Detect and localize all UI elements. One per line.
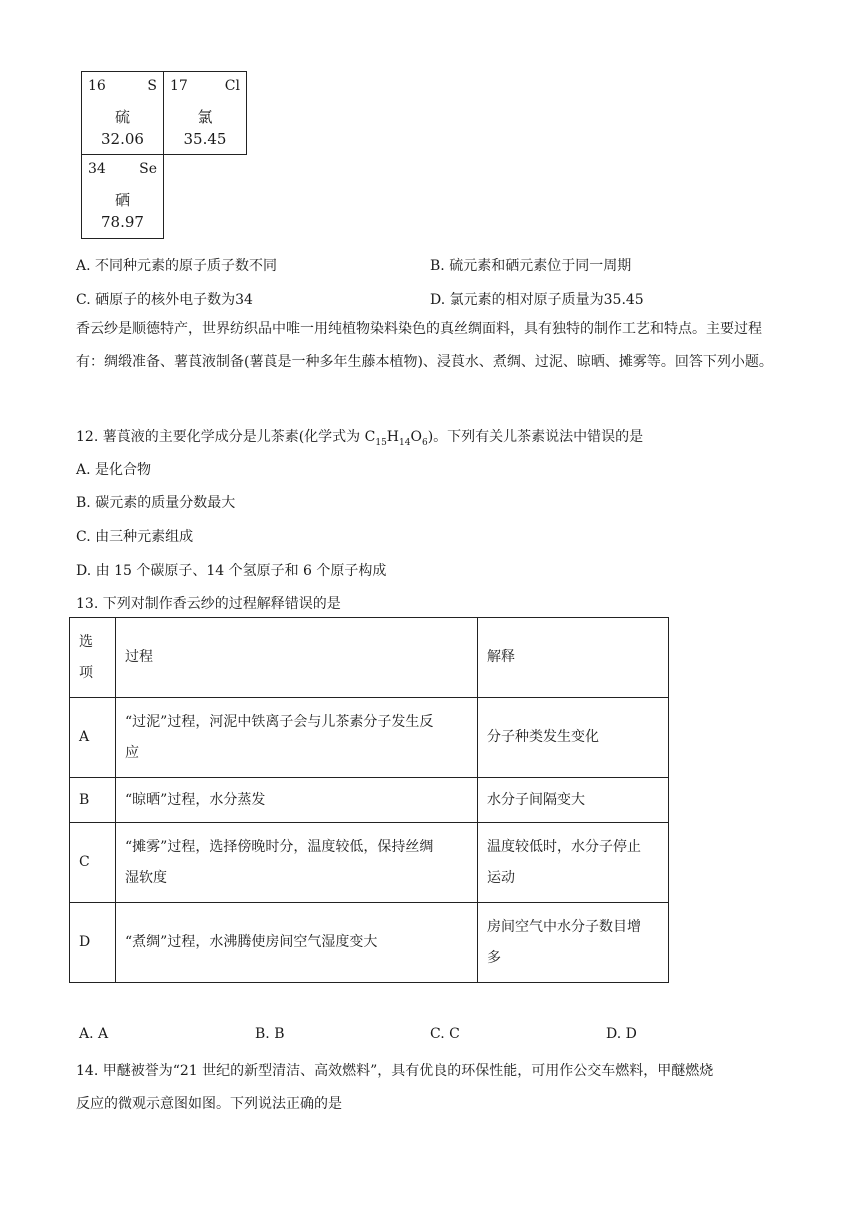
q14-stem-line1: 14. 甲醚被誉为“21 世纪的新型清洁、高效燃料”，具有优良的环保性能，可用作公交车燃料，甲醚燃烧 xyxy=(76,1063,714,1079)
q11-option-c: C. 硒原子的核外电子数为34 xyxy=(76,292,253,308)
explanation-line: 运动 xyxy=(487,869,515,886)
q12-subscript: 14 xyxy=(399,437,411,448)
header-explanation-cell: 解释 xyxy=(478,618,669,698)
element-cell-selenium xyxy=(81,154,164,239)
q12-subscript: 15 xyxy=(375,437,387,448)
process-line: 应 xyxy=(125,744,139,761)
q12-stem-text: )。下列有关儿茶素说法中错误的是 xyxy=(427,429,644,445)
intro-paragraph: 香云纱是顺德特产，世界纺织品中唯一用纯植物染料染色的真丝绸面料，具有独特的制作工艺和特点。主要过程有：绸缎准备、薯莨液制备(薯莨是一种多年生藤本植物)、浸莨水、煮绸、过泥、晾晒、摊雾等。回答下列小题。 xyxy=(76,321,773,370)
element-symbol: S xyxy=(147,78,157,94)
header-option-line: 项 xyxy=(79,664,93,681)
q12-element: H xyxy=(386,429,400,445)
element-symbol: Se xyxy=(139,161,157,177)
q12-stem xyxy=(76,426,643,448)
process-line: “过泥”过程，河泥中铁离子会与儿茶素分子发生反 xyxy=(125,713,434,730)
atomic-mass: 35.45 xyxy=(183,130,227,148)
table-row xyxy=(70,698,669,778)
table-header-row xyxy=(70,618,669,698)
q11-option-b: B. 硫元素和硒元素位于同一周期 xyxy=(430,258,632,274)
process-cell xyxy=(116,823,478,903)
atomic-mass: 32.06 xyxy=(101,130,144,148)
q12-option-d: D. 由 15 个碳原子、14 个氢原子和 6 个原子构成 xyxy=(76,563,387,579)
q13-stem: 13. 下列对制作香云纱的过程解释错误的是 xyxy=(76,596,341,612)
header-process-cell: 过程 xyxy=(116,618,478,698)
explanation-cell: 分子种类发生变化 xyxy=(478,698,669,778)
header-option-line: 选 xyxy=(79,633,93,650)
q13-table xyxy=(69,617,669,983)
explanation-cell: 水分子间隔变大 xyxy=(478,778,669,823)
element-cell-chlorine xyxy=(163,71,247,155)
explanation-cell xyxy=(478,903,669,983)
atomic-mass: 78.97 xyxy=(101,213,144,231)
atomic-number: 17 xyxy=(170,78,188,94)
table-row xyxy=(70,903,669,983)
process-line: “摊雾”过程，选择傍晚时分，温度较低，保持丝绸 xyxy=(125,838,434,855)
element-name: 硫 xyxy=(114,108,130,126)
q12-option-c: C. 由三种元素组成 xyxy=(76,529,194,545)
explanation-line: 房间空气中水分子数目增 xyxy=(487,918,641,935)
q12-subscript: 6 xyxy=(421,437,428,448)
q13-answer-d: D. D xyxy=(606,1026,637,1042)
q14-stem-line2: 反应的微观示意图如图。下列说法正确的是 xyxy=(76,1096,342,1112)
atomic-number: 16 xyxy=(88,78,106,94)
header-option-cell xyxy=(70,618,116,698)
q13-answer-b: B. B xyxy=(255,1026,285,1042)
q11-option-d: D. 氯元素的相对原子质量为35.45 xyxy=(430,292,644,308)
option-cell: A xyxy=(70,698,116,778)
process-line: 湿软度 xyxy=(125,869,167,886)
option-cell: C xyxy=(70,823,116,903)
explanation-line: 多 xyxy=(487,949,501,966)
option-cell: D xyxy=(70,903,116,983)
process-cell xyxy=(116,698,478,778)
element-name: 氯 xyxy=(197,108,213,126)
element-symbol: Cl xyxy=(224,78,240,94)
element-cell-sulfur xyxy=(81,71,164,155)
explanation-line: 温度较低时，水分子停止 xyxy=(487,838,641,855)
atomic-number: 34 xyxy=(88,161,106,177)
q13-answer-a: A. A xyxy=(79,1026,109,1042)
q12-option-a: A. 是化合物 xyxy=(76,462,152,478)
q12-option-b: B. 碳元素的质量分数最大 xyxy=(76,495,236,511)
process-cell: “煮绸”过程，水沸腾使房间空气湿度变大 xyxy=(116,903,478,983)
table-row xyxy=(70,823,669,903)
q13-answer-c: C. C xyxy=(430,1026,460,1042)
process-cell: “晾晒”过程，水分蒸发 xyxy=(116,778,478,823)
explanation-cell xyxy=(478,823,669,903)
element-name: 硒 xyxy=(114,191,130,209)
q12-stem-text: 12. 薯莨液的主要化学成分是儿茶素(化学式为 C xyxy=(76,429,376,445)
table-row xyxy=(70,778,669,823)
q11-option-a: A. 不同种元素的原子质子数不同 xyxy=(76,258,278,274)
option-cell: B xyxy=(70,778,116,823)
q12-element: O xyxy=(410,429,422,445)
